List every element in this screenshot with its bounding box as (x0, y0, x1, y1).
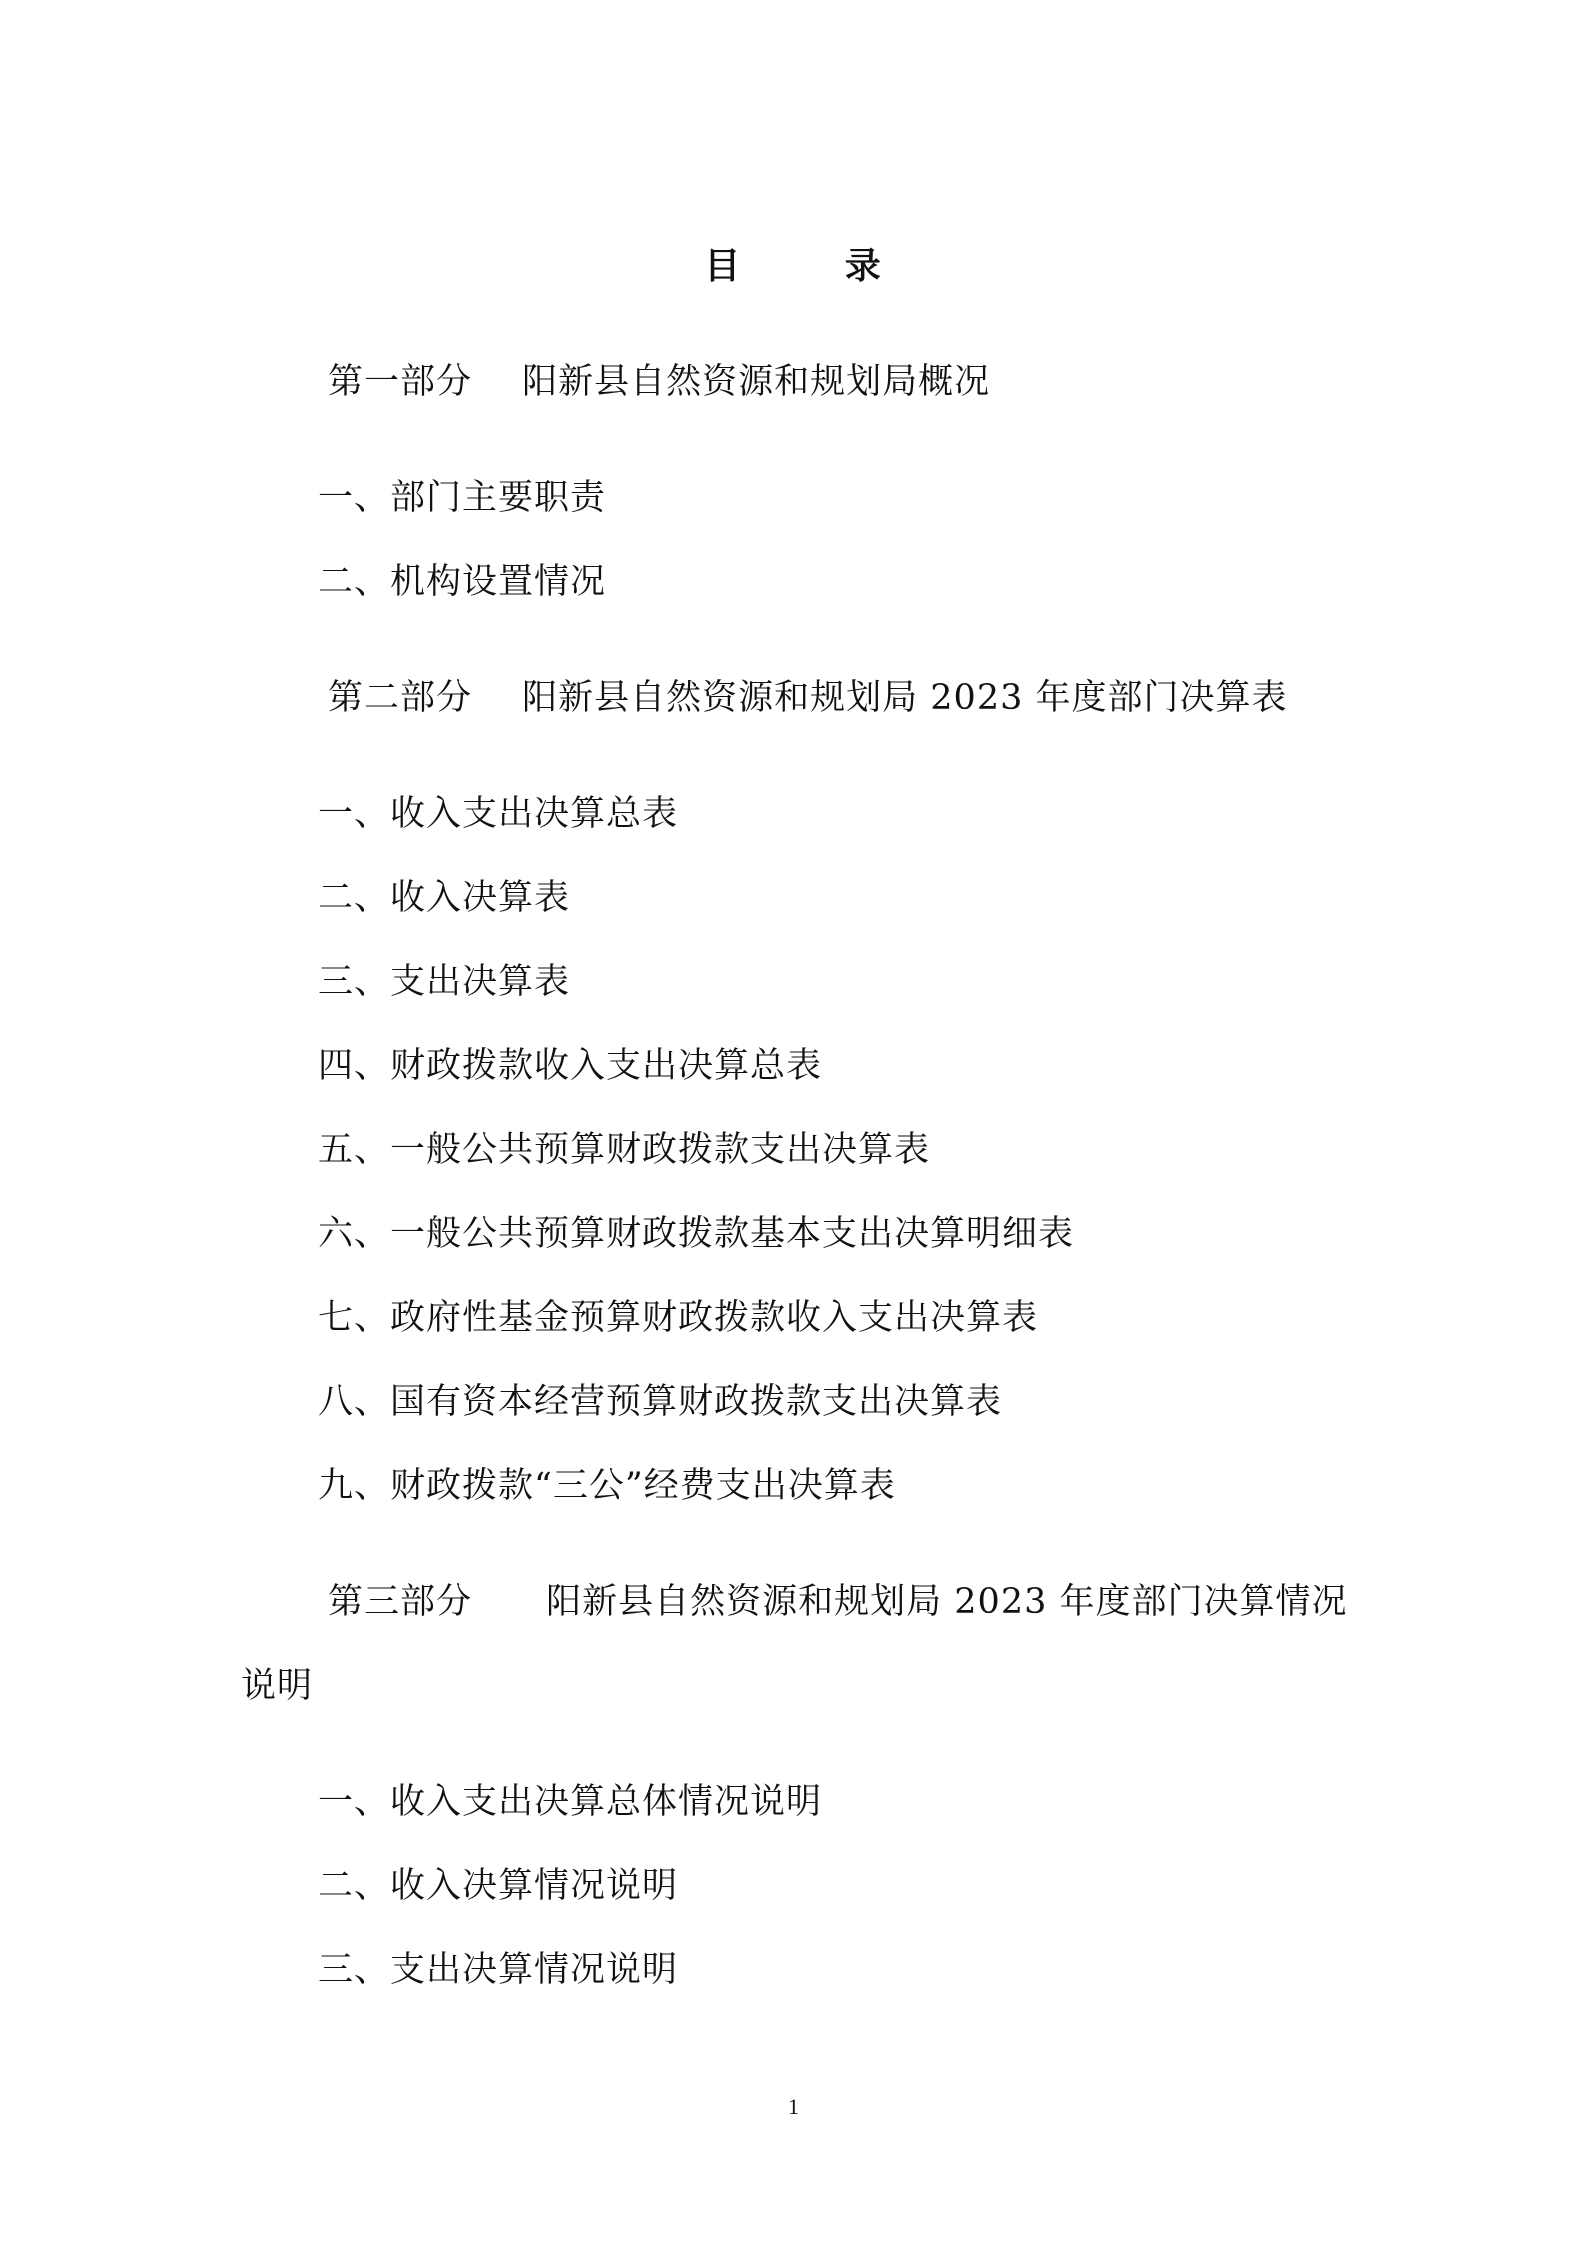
part3-number: 第三部分 (328, 1582, 473, 1622)
part3-item-3: 三、支出决算情况说明 (318, 1950, 679, 1990)
part2-item-1: 一、收入支出决算总表 (318, 794, 679, 834)
part2-item-4: 四、财政拨款收入支出决算总表 (318, 1046, 823, 1086)
part2-heading (328, 678, 1287, 718)
part1-heading (328, 362, 990, 402)
part2-number: 第二部分 (328, 678, 473, 718)
part2-item-8: 八、国有资本经营预算财政拨款支出决算表 (318, 1382, 1003, 1422)
part3-item-2: 二、收入决算情况说明 (318, 1866, 679, 1906)
part2-item-5: 五、一般公共预算财政拨款支出决算表 (318, 1130, 931, 1170)
part2-item-3: 三、支出决算表 (318, 962, 571, 1002)
part1-item-1: 一、部门主要职责 (318, 478, 607, 518)
part2-item-7: 七、政府性基金预算财政拨款收入支出决算表 (318, 1298, 1039, 1338)
toc-title-char-1: 目 (704, 245, 743, 287)
part2-item-6: 六、一般公共预算财政拨款基本支出决算明细表 (318, 1214, 1075, 1254)
toc-title-char-2: 录 (844, 245, 883, 287)
toc-title (0, 238, 1587, 289)
part3-item-1: 一、收入支出决算总体情况说明 (318, 1782, 823, 1822)
part2-item-2: 二、收入决算表 (318, 878, 571, 918)
page-number: 1 (788, 2094, 799, 2119)
part1-item-2: 二、机构设置情况 (318, 562, 607, 602)
part1-number: 第一部分 (328, 362, 473, 402)
part1-title: 阳新县自然资源和规划局概况 (522, 362, 991, 402)
part3-heading (328, 1582, 1347, 1622)
part2-item-9: 九、财政拨款“三公”经费支出决算表 (318, 1466, 896, 1506)
part3-title-continuation: 说明 (241, 1666, 314, 1706)
part2-title: 阳新县自然资源和规划局 2023 年度部门决算表 (522, 678, 1288, 718)
part3-title: 阳新县自然资源和规划局 2023 年度部门决算情况 (546, 1582, 1348, 1622)
